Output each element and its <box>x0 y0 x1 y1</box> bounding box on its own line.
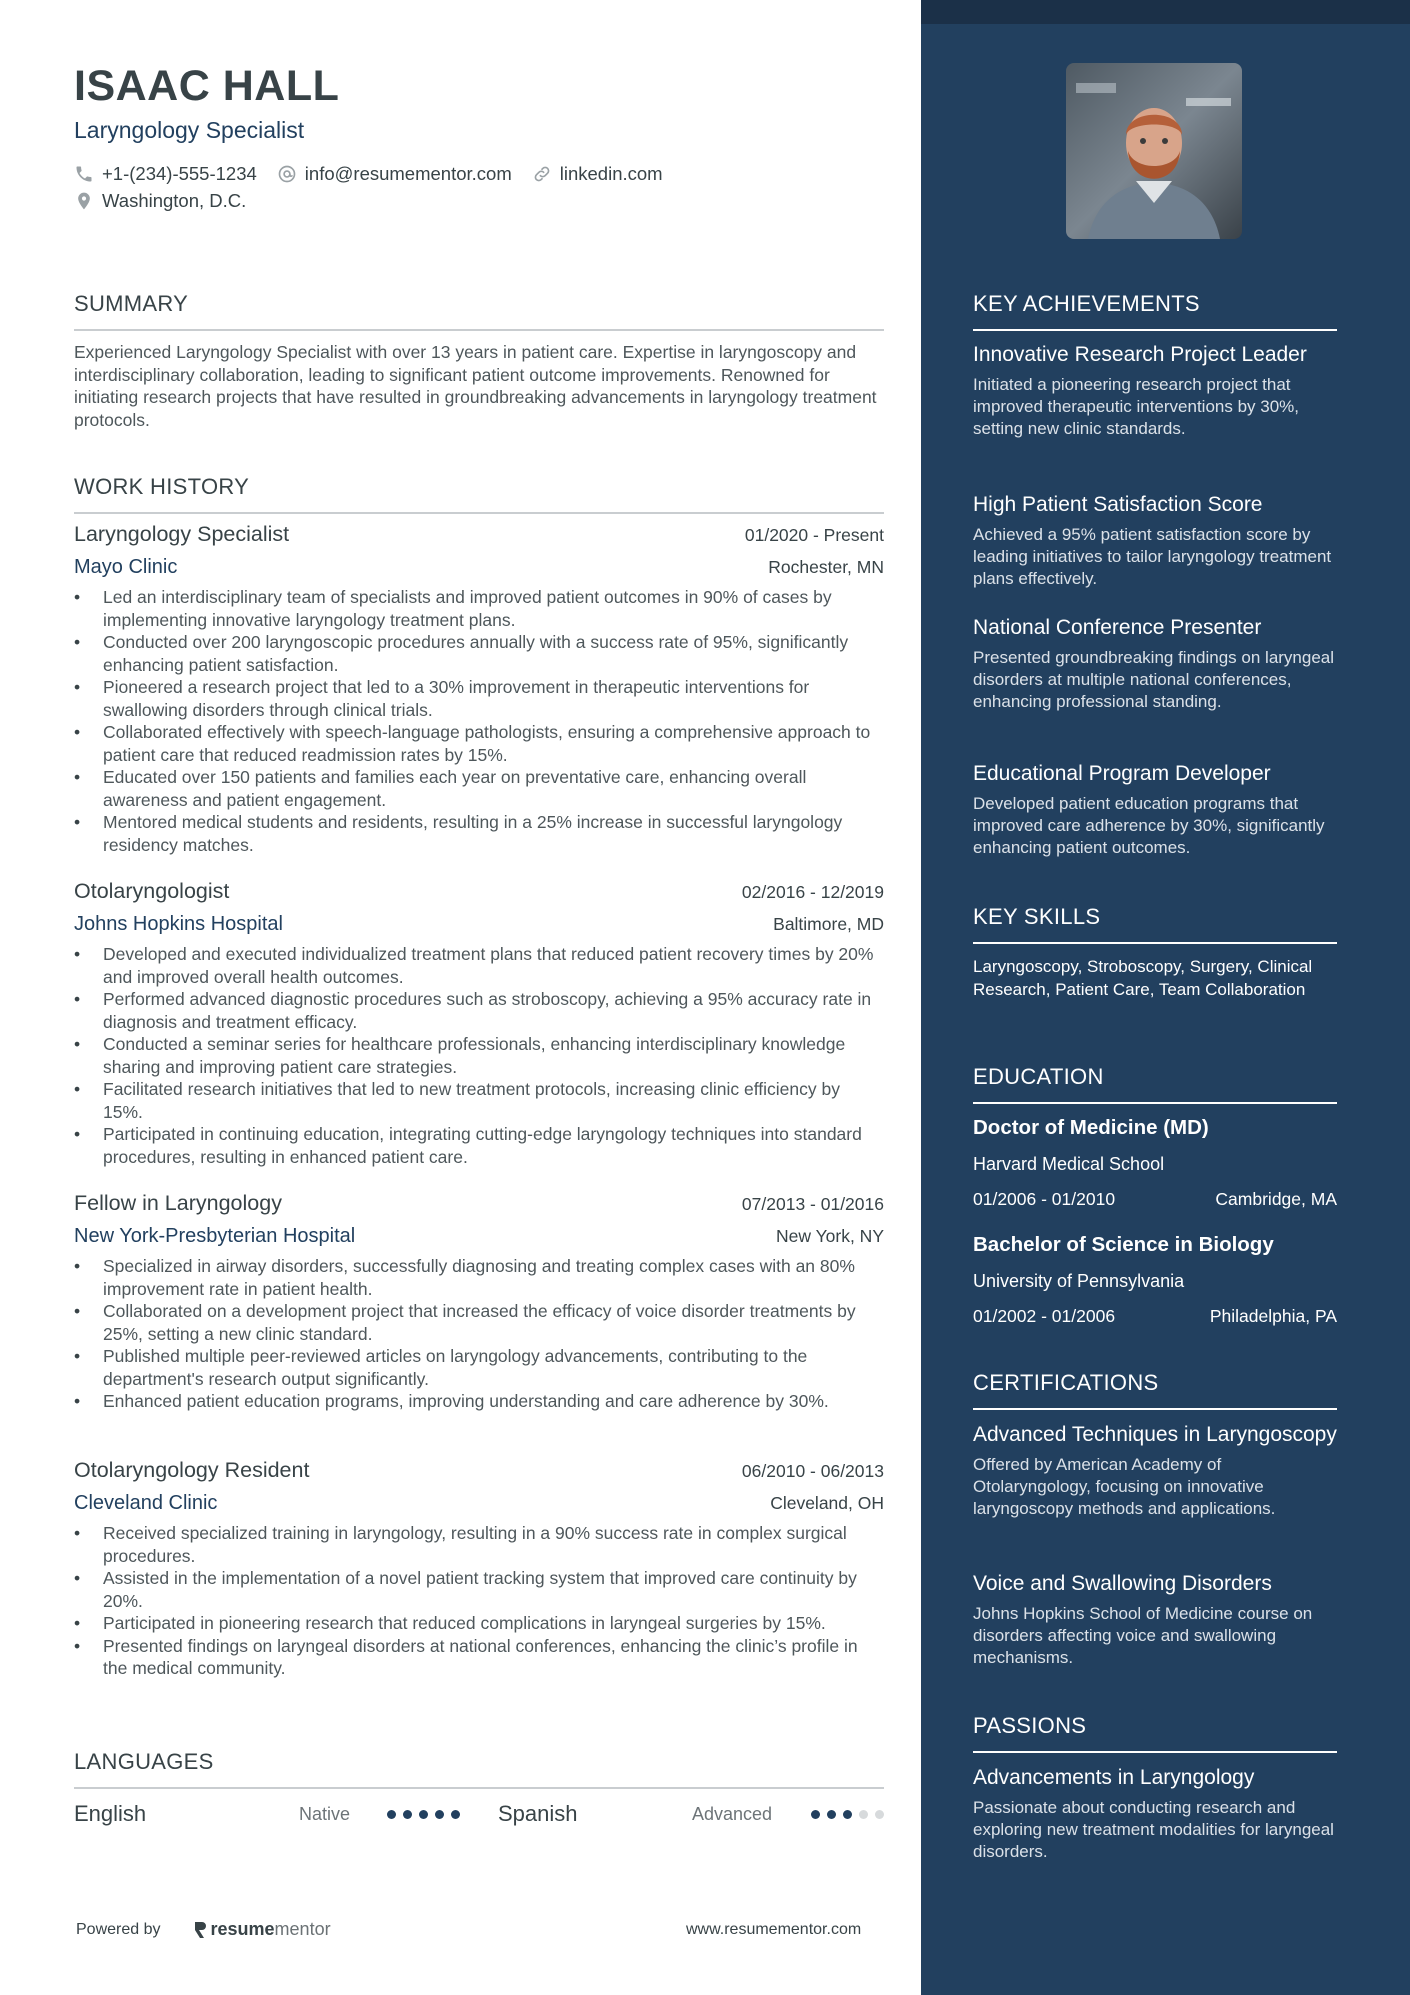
achievements-title: KEY ACHIEVEMENTS <box>973 291 1337 331</box>
achievement-desc: Achieved a 95% patient satisfaction score by leading initiatives to tailor laryngology treatment plans effectively. <box>973 525 1332 588</box>
job-location: Baltimore, MD <box>773 914 884 934</box>
job-dates: 02/2016 - 12/2019 <box>741 882 884 902</box>
job-entry <box>74 522 884 856</box>
rating-dots <box>387 1810 467 1819</box>
contact-email[interactable] <box>277 163 512 185</box>
phone-text: +1-(234)-555-1234 <box>102 162 257 184</box>
education-item <box>973 1233 1337 1327</box>
certification-title: Advanced Techniques in Laryngoscopy <box>973 1423 1337 1446</box>
rating-dot-filled <box>827 1810 836 1819</box>
job-entry <box>74 1191 884 1413</box>
job-dates: 06/2010 - 06/2013 <box>741 1461 884 1481</box>
rating-dot-filled <box>451 1810 460 1819</box>
rating-dot-empty <box>859 1810 868 1819</box>
summary-text: Experienced Laryngology Specialist with over 13 years in patient care. Expertise in laryngoscopy and interdisciplinary collaboration, leading to significant patient outcome improvements. Renowned for initiating research projects that have resulted in groundbreaking advancements in laryngology treatment protocols. <box>74 342 877 430</box>
sidebar-topbar <box>921 0 1410 24</box>
education-dates: 01/2002 - 01/2006 <box>973 1306 1116 1326</box>
achievement-item <box>973 491 1337 590</box>
languages-title: LANGUAGES <box>74 1749 884 1789</box>
language-level-wrap <box>692 1797 772 1831</box>
achievement-desc: Developed patient education programs that improved care adherence by 30%, significantly enhancing patient outcomes. <box>973 794 1325 857</box>
brand-name-b: mentor <box>274 1919 331 1939</box>
language-name: Spanish <box>498 1801 578 1826</box>
certification-desc: Johns Hopkins School of Medicine course on disorders affecting voice and swallowing mechanisms. <box>973 1604 1313 1667</box>
achievement-item <box>973 341 1337 440</box>
job-bullet: • Participated in pioneering research that reduced complications in laryngeal surgeries by 15%. <box>74 1612 884 1635</box>
education-section <box>973 1064 1337 1104</box>
job-title: Otolaryngology Resident <box>74 1458 310 1482</box>
passion-desc: Passionate about conducting research and exploring new treatment modalities for laryngeal disorders. <box>973 1798 1334 1861</box>
contact-linkedin[interactable] <box>532 163 663 185</box>
job-bullet: • Specialized in airway disorders, successfully diagnosing and treating complex cases with an 80% improvement rate in patient health. <box>74 1255 884 1300</box>
job-dates: 07/2013 - 01/2016 <box>741 1194 884 1214</box>
footer-website[interactable]: www.resumementor.com <box>686 1921 862 1938</box>
sidebar <box>921 0 1410 1995</box>
language-rating <box>387 1797 467 1831</box>
linkedin-text: linkedin.com <box>559 162 663 184</box>
certifications-section <box>973 1370 1337 1410</box>
certification-title: Voice and Swallowing Disorders <box>973 1572 1272 1595</box>
brand-mark-icon <box>193 1920 207 1940</box>
brand-logo[interactable] <box>193 1919 331 1940</box>
job-location: Cleveland, OH <box>770 1493 884 1513</box>
job-bullet: • Educated over 150 patients and families each year on preventative care, enhancing overall awareness and patient engagement. <box>74 766 884 811</box>
language-item <box>498 1797 578 1831</box>
job-company: Johns Hopkins Hospital <box>74 913 283 935</box>
work-history-section <box>74 474 884 514</box>
job-bullet: • Presented findings on laryngeal disorders at national conferences, enhancing the clinic’s profile in the medical community. <box>74 1635 884 1680</box>
language-item <box>74 1797 146 1831</box>
job-bullets <box>74 1522 884 1680</box>
achievement-title: High Patient Satisfaction Score <box>973 493 1263 516</box>
at-icon <box>277 164 297 184</box>
powered-by-text: Powered by <box>76 1920 161 1938</box>
footer-powered <box>76 1919 331 1940</box>
education-location: Cambridge, MA <box>1215 1189 1337 1209</box>
job-location: Rochester, MN <box>768 557 884 577</box>
rating-dot-empty <box>875 1810 884 1819</box>
job-bullet: • Led an interdisciplinary team of specialists and improved patient outcomes in 90% of cases by implementing innovative laryngology treatment plans. <box>74 586 884 631</box>
languages-row <box>74 1797 884 1831</box>
job-bullet: • Developed and executed individualized treatment plans that reduced patient recovery times by 20% and improved overall health outcomes. <box>74 943 884 988</box>
job-bullet: • Conducted a seminar series for healthcare professionals, enhancing interdisciplinary knowledge sharing and improving patient care strategies. <box>74 1033 884 1078</box>
rating-dots <box>811 1810 891 1819</box>
job-bullet: • Collaborated on a development project that increased the efficacy of voice disorder treatments by 25%, setting a new clinic standard. <box>74 1300 884 1345</box>
achievements-section <box>973 291 1337 331</box>
brand-name-a: resume <box>210 1919 275 1939</box>
job-entry <box>74 879 884 1168</box>
education-title: EDUCATION <box>973 1064 1337 1104</box>
skills-title: KEY SKILLS <box>973 904 1337 944</box>
rating-dot-filled <box>843 1810 852 1819</box>
contact-phone[interactable] <box>74 163 257 185</box>
job-bullet: • Participated in continuing education, integrating cutting-edge laryngology techniques into standard procedures, resulting in enhanced patient care. <box>74 1123 884 1168</box>
job-entry <box>74 1458 884 1680</box>
link-icon <box>532 164 552 184</box>
education-school: University of Pennsylvania <box>973 1271 1185 1291</box>
job-bullet: • Mentored medical students and residents, resulting in a 25% increase in successful laryngology residency matches. <box>74 811 884 856</box>
achievement-desc: Initiated a pioneering research project that improved therapeutic interventions by 30%, setting new clinic standards. <box>973 375 1300 438</box>
passion-item <box>973 1764 1337 1863</box>
job-bullet: • Published multiple peer-reviewed articles on laryngology advancements, contributing to the department's research output significantly. <box>74 1345 884 1390</box>
language-rating <box>811 1797 891 1831</box>
email-text: info@resumementor.com <box>304 162 512 184</box>
job-bullets <box>74 1255 884 1413</box>
certification-desc: Offered by American Academy of Otolaryngology, focusing on innovative laryngoscopy methods and applications. <box>973 1455 1276 1518</box>
language-name: English <box>74 1801 147 1826</box>
achievement-desc: Presented groundbreaking findings on laryngeal disorders at multiple national conferences, enhancing professional standing. <box>973 648 1335 711</box>
work-history-title: WORK HISTORY <box>74 474 884 514</box>
job-company: Cleveland Clinic <box>74 1492 218 1514</box>
summary-title: SUMMARY <box>74 291 884 331</box>
achievement-title: National Conference Presenter <box>973 616 1262 639</box>
achievement-title: Educational Program Developer <box>973 762 1271 785</box>
job-company: New York-Presbyterian Hospital <box>74 1225 356 1247</box>
skills-section <box>973 904 1337 1001</box>
job-bullet: • Enhanced patient education programs, improving understanding and care adherence by 30%. <box>74 1390 884 1413</box>
job-title: Laryngology Specialist <box>74 522 290 546</box>
skills-text: Laryngoscopy, Stroboscopy, Surgery, Clinical Research, Patient Care, Team Collaboration <box>973 957 1313 999</box>
rating-dot-filled <box>811 1810 820 1819</box>
language-level-wrap <box>299 1797 350 1831</box>
job-bullet: • Received specialized training in laryngology, resulting in a 90% success rate in complex surgical procedures. <box>74 1522 884 1567</box>
education-degree: Doctor of Medicine (MD) <box>973 1116 1209 1139</box>
passions-section <box>973 1713 1337 1753</box>
language-level: Native <box>299 1803 351 1824</box>
job-bullet: • Conducted over 200 laryngoscopic procedures annually with a success rate of 95%, significantly enhancing patient satisfaction. <box>74 631 884 676</box>
job-dates: 01/2020 - Present <box>744 525 884 545</box>
job-company: Mayo Clinic <box>74 556 178 578</box>
certification-item <box>973 1570 1337 1669</box>
profile-photo-image <box>1066 63 1242 239</box>
job-bullet: • Facilitated research initiatives that led to new treatment protocols, increasing clinic efficiency by 15%. <box>74 1078 884 1123</box>
education-degree: Bachelor of Science in Biology <box>973 1233 1274 1256</box>
certifications-title: CERTIFICATIONS <box>973 1370 1337 1410</box>
location-text: Washington, D.C. <box>102 189 247 211</box>
job-bullet: • Collaborated effectively with speech-language pathologists, ensuring a comprehensive approach to patient care that reduced readmission rates by 15%. <box>74 721 884 766</box>
job-bullets <box>74 943 884 1168</box>
achievement-item <box>973 614 1337 713</box>
job-bullets <box>74 586 884 856</box>
contact-info <box>74 160 894 214</box>
rating-dot-filled <box>419 1810 428 1819</box>
education-item <box>973 1116 1337 1210</box>
summary-section <box>74 291 884 431</box>
candidate-role: Laryngology Specialist <box>74 117 305 143</box>
rating-dot-filled <box>403 1810 412 1819</box>
profile-photo <box>1066 63 1242 239</box>
contact-location <box>74 190 246 212</box>
rating-dot-filled <box>435 1810 444 1819</box>
passion-title: Advancements in Laryngology <box>973 1766 1255 1789</box>
location-pin-icon <box>74 191 94 211</box>
certification-item <box>973 1421 1337 1520</box>
rating-dot-filled <box>387 1810 396 1819</box>
phone-icon <box>74 164 94 184</box>
job-title: Otolaryngologist <box>74 879 230 903</box>
language-level: Advanced <box>692 1803 773 1824</box>
job-bullet: • Performed advanced diagnostic procedures such as stroboscopy, achieving a 95% accuracy rate in diagnosis and treatment efficacy. <box>74 988 884 1033</box>
achievement-item <box>973 760 1337 859</box>
languages-section <box>74 1749 884 1789</box>
job-title: Fellow in Laryngology <box>74 1191 282 1215</box>
education-dates: 01/2006 - 01/2010 <box>973 1189 1116 1209</box>
candidate-name: ISAAC HALL <box>74 62 340 110</box>
job-bullet: • Assisted in the implementation of a novel patient tracking system that improved care continuity by 20%. <box>74 1567 884 1612</box>
achievement-title: Innovative Research Project Leader <box>973 343 1307 366</box>
job-location: New York, NY <box>776 1226 884 1246</box>
education-school: Harvard Medical School <box>973 1154 1165 1174</box>
passions-title: PASSIONS <box>973 1713 1337 1753</box>
job-bullet: • Pioneered a research project that led to a 30% improvement in therapeutic interventions for swallowing disorders through clinical trials. <box>74 676 884 721</box>
education-location: Philadelphia, PA <box>1209 1306 1337 1326</box>
